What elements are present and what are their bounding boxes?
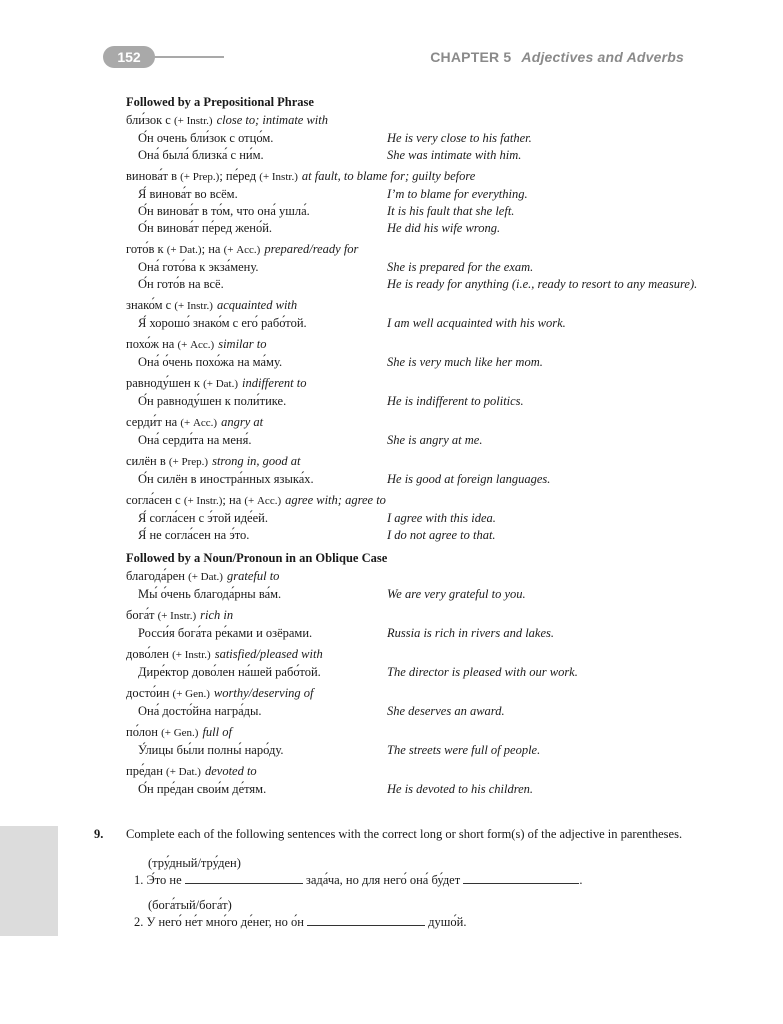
example-row	[126, 781, 706, 798]
example-row	[126, 130, 706, 147]
example-english: I am well acquainted with his work.	[387, 316, 566, 330]
example-russian: Я́ согла́сен с э́той иде́ей.	[138, 511, 268, 525]
dictionary-entry	[126, 492, 706, 544]
gloss: indifferent to	[242, 376, 307, 390]
grammar-case: (+ Instr.)	[174, 300, 213, 312]
lemma-alt: ; на	[201, 242, 221, 256]
example-russian: Она́ была́ близка́ с ни́м.	[138, 148, 264, 162]
lemma: силён в	[126, 454, 166, 468]
example-row	[126, 393, 706, 410]
example-russian: Я́ винова́т во всём.	[138, 187, 238, 201]
dictionary-entry	[126, 336, 706, 371]
example-row	[126, 703, 706, 720]
example-english: He is very close to his father.	[387, 131, 532, 145]
gloss: rich in	[200, 608, 234, 622]
dictionary-entry	[126, 112, 706, 164]
lemma: бога́т	[126, 608, 155, 622]
grammar-case: (+ Dat.)	[166, 766, 201, 778]
sentence-part: У него́ не́т мно́го де́нег, но о́н	[146, 915, 304, 929]
gloss: prepared/ready for	[264, 242, 359, 256]
gloss: worthy/deserving of	[213, 686, 314, 700]
grammar-case-alt: (+ Instr.)	[259, 171, 298, 183]
gloss: angry at	[221, 415, 264, 429]
example-russian: Росси́я бога́та ре́ками и озёрами.	[138, 626, 313, 640]
example-russian: Я́ хорошо́ знако́м с его́ рабо́той.	[138, 316, 307, 330]
dictionary-entry	[126, 453, 706, 488]
example-row	[126, 625, 706, 642]
gloss: agree with; agree to	[285, 493, 386, 507]
answer-blank[interactable]	[307, 914, 425, 926]
grammar-case: (+ Prep.)	[180, 171, 220, 183]
adjective-forms: (тру́дный/тру́ден)	[148, 856, 241, 870]
sentence-part: душо́й.	[428, 915, 467, 929]
sentence-part: Э́то не	[146, 873, 182, 887]
example-row	[126, 664, 706, 681]
page-number-badge: 152	[103, 46, 155, 68]
sentence-part: .	[579, 873, 583, 887]
gloss: at fault, to blame for; guilty before	[301, 169, 476, 183]
lemma: благода́рен	[126, 569, 185, 583]
entry-lemma-line	[126, 453, 706, 471]
entry-lemma-line	[126, 568, 706, 586]
entry-lemma-line	[126, 763, 706, 781]
main-content	[126, 92, 706, 802]
example-english: I’m to blame for everything.	[387, 187, 528, 201]
dictionary-entry	[126, 297, 706, 332]
lemma: согла́сен с	[126, 493, 181, 507]
adjective-forms: (бога́тый/бога́т)	[148, 898, 232, 912]
example-russian: Она́ досто́йна награ́ды.	[138, 704, 262, 718]
running-header	[430, 49, 684, 65]
grammar-case: (+ Gen.)	[161, 727, 199, 739]
grammar-case: (+ Dat.)	[166, 244, 202, 256]
example-row	[126, 527, 706, 544]
gloss: close to; intimate with	[216, 113, 329, 127]
example-english: The director is pleased with our work.	[387, 665, 578, 679]
example-english: He is ready for anything (i.e., ready to resort to any measure).	[387, 277, 698, 291]
lemma: знако́м с	[126, 298, 172, 312]
dictionary-entry	[126, 414, 706, 449]
grammar-case-alt: (+ Acc.)	[223, 244, 261, 256]
example-english: I agree with this idea.	[387, 511, 496, 525]
entry-lemma-line	[126, 241, 706, 259]
example-russian: О́н силён в иностра́нных языка́х.	[138, 472, 314, 486]
example-russian: О́н винова́т в то́м, что она́ ушла́.	[138, 204, 310, 218]
gloss: similar to	[218, 337, 267, 351]
example-row	[126, 203, 706, 220]
gloss: grateful to	[226, 569, 280, 583]
item-number: 2.	[134, 915, 144, 929]
grammar-case: (+ Dat.)	[203, 378, 238, 390]
example-russian: Она́ серди́та на меня́.	[138, 433, 252, 447]
entry-lemma-line	[126, 607, 706, 625]
exercise-block	[94, 826, 690, 931]
lemma-alt: ; на	[222, 493, 242, 507]
grammar-case: (+ Instr.)	[173, 115, 213, 127]
example-russian: О́н очень бли́зок с отцо́м.	[138, 131, 274, 145]
example-row	[126, 510, 706, 527]
lemma: равноду́шен к	[126, 376, 200, 390]
example-english: He is good at foreign languages.	[387, 472, 551, 486]
example-english: He is devoted to his children.	[387, 782, 534, 796]
example-russian: О́н равноду́шен к поли́тике.	[138, 394, 287, 408]
side-thumb-tab	[0, 826, 58, 936]
example-row	[126, 147, 706, 164]
lemma: дово́лен	[126, 647, 169, 661]
sentence-part: зада́ча, но для него́ она́ бу́дет	[305, 873, 461, 887]
header-rule	[150, 56, 224, 58]
section-heading: Followed by a Prepositional Phrase	[126, 95, 314, 109]
example-row	[126, 276, 706, 293]
entry-lemma-line	[126, 492, 706, 510]
example-english: She is angry at me.	[387, 433, 483, 447]
example-russian: Я́ не согла́сен на э́то.	[138, 528, 250, 542]
lemma: серди́т на	[126, 415, 178, 429]
entry-lemma-line	[126, 168, 706, 186]
lemma: гото́в к	[126, 242, 164, 256]
exercise-number: 9.	[94, 827, 104, 841]
exercise-sentence	[110, 914, 690, 931]
entry-lemma-line	[126, 375, 706, 393]
example-russian: Она́ гото́ва к экза́мену.	[138, 260, 259, 274]
dictionary-entry	[126, 241, 706, 293]
example-row	[126, 186, 706, 203]
example-english: I do not agree to that.	[387, 528, 496, 542]
lemma-alt: ; пе́ред	[219, 169, 257, 183]
chapter-title: Adjectives and Adverbs	[521, 49, 684, 65]
example-english: The streets were full of people.	[387, 743, 541, 757]
grammar-case: (+ Acc.)	[177, 339, 215, 351]
grammar-case: (+ Gen.)	[172, 688, 210, 700]
example-english: Russia is rich in rivers and lakes.	[387, 626, 555, 640]
entry-lemma-line	[126, 685, 706, 703]
gloss: acquainted with	[216, 298, 298, 312]
example-english: She is prepared for the exam.	[387, 260, 534, 274]
lemma: пре́дан	[126, 764, 163, 778]
example-row	[126, 259, 706, 276]
grammar-case: (+ Dat.)	[188, 571, 223, 583]
lemma: похо́ж на	[126, 337, 175, 351]
dictionary-entry	[126, 685, 706, 720]
grammar-case: (+ Instr.)	[172, 649, 211, 661]
dictionary-entry	[126, 763, 706, 798]
lemma: бли́зок с	[126, 113, 171, 127]
example-row	[126, 315, 706, 332]
answer-blank[interactable]	[185, 872, 303, 884]
entry-lemma-line	[126, 112, 706, 130]
example-row	[126, 220, 706, 237]
entry-lemma-line	[126, 336, 706, 354]
chapter-label: CHAPTER 5	[430, 49, 512, 65]
grammar-case: (+ Instr.)	[183, 495, 223, 507]
example-russian: Она́ о́чень похо́жа на ма́му.	[138, 355, 283, 369]
dictionary-entry	[126, 724, 706, 759]
example-english: He did his wife wrong.	[387, 221, 501, 235]
item-number: 1.	[134, 873, 144, 887]
exercise-instruction-text: Complete each of the following sentences with the correct long or short form(s) of the adjective in parentheses.	[126, 827, 683, 841]
lemma: винова́т в	[126, 169, 177, 183]
entry-lemma-line	[126, 646, 706, 664]
exercise-instruction	[94, 826, 690, 843]
gloss: satisfied/pleased with	[214, 647, 323, 661]
grammar-case: (+ Instr.)	[157, 610, 197, 622]
example-row	[126, 586, 706, 603]
example-english: She is very much like her mom.	[387, 355, 543, 369]
example-english: We are very grateful to you.	[387, 587, 526, 601]
example-english: She deserves an award.	[387, 704, 505, 718]
example-english: It is his fault that she left.	[387, 204, 515, 218]
example-row	[126, 471, 706, 488]
entry-lemma-line	[126, 297, 706, 315]
dictionary-entry	[126, 375, 706, 410]
gloss: strong in, good at	[212, 454, 301, 468]
dictionary-entry	[126, 568, 706, 603]
example-russian: О́н пре́дан свои́м де́тям.	[138, 782, 267, 796]
example-row	[126, 742, 706, 759]
example-russian: У́лицы бы́ли полны́ наро́ду.	[138, 743, 284, 757]
example-russian: Дире́ктор дово́лен на́шей рабо́той.	[138, 665, 321, 679]
exercise-item	[110, 897, 690, 931]
gloss: full of	[202, 725, 232, 739]
lemma: по́лон	[126, 725, 158, 739]
entry-lemma-line	[126, 414, 706, 432]
example-english: She was intimate with him.	[387, 148, 522, 162]
section-heading: Followed by a Noun/Pronoun in an Oblique Case	[126, 551, 388, 565]
grammar-case: (+ Acc.)	[180, 417, 218, 429]
example-russian: О́н винова́т пе́ред жено́й.	[138, 221, 273, 235]
dictionary-entry	[126, 168, 706, 237]
exercise-item	[110, 855, 690, 889]
dictionary-entry	[126, 646, 706, 681]
entry-lemma-line	[126, 724, 706, 742]
answer-blank[interactable]	[463, 872, 579, 884]
dictionary-entry	[126, 607, 706, 642]
example-row	[126, 354, 706, 371]
gloss: devoted to	[204, 764, 257, 778]
example-english: He is indifferent to politics.	[387, 394, 524, 408]
exercise-sentence	[110, 872, 690, 889]
example-russian: Мы́ о́чень благода́рны ва́м.	[138, 587, 282, 601]
grammar-case: (+ Prep.)	[168, 456, 209, 468]
example-russian: О́н гото́в на всё.	[138, 277, 224, 291]
grammar-case-alt: (+ Acc.)	[244, 495, 282, 507]
example-row	[126, 432, 706, 449]
lemma: досто́ин	[126, 686, 170, 700]
